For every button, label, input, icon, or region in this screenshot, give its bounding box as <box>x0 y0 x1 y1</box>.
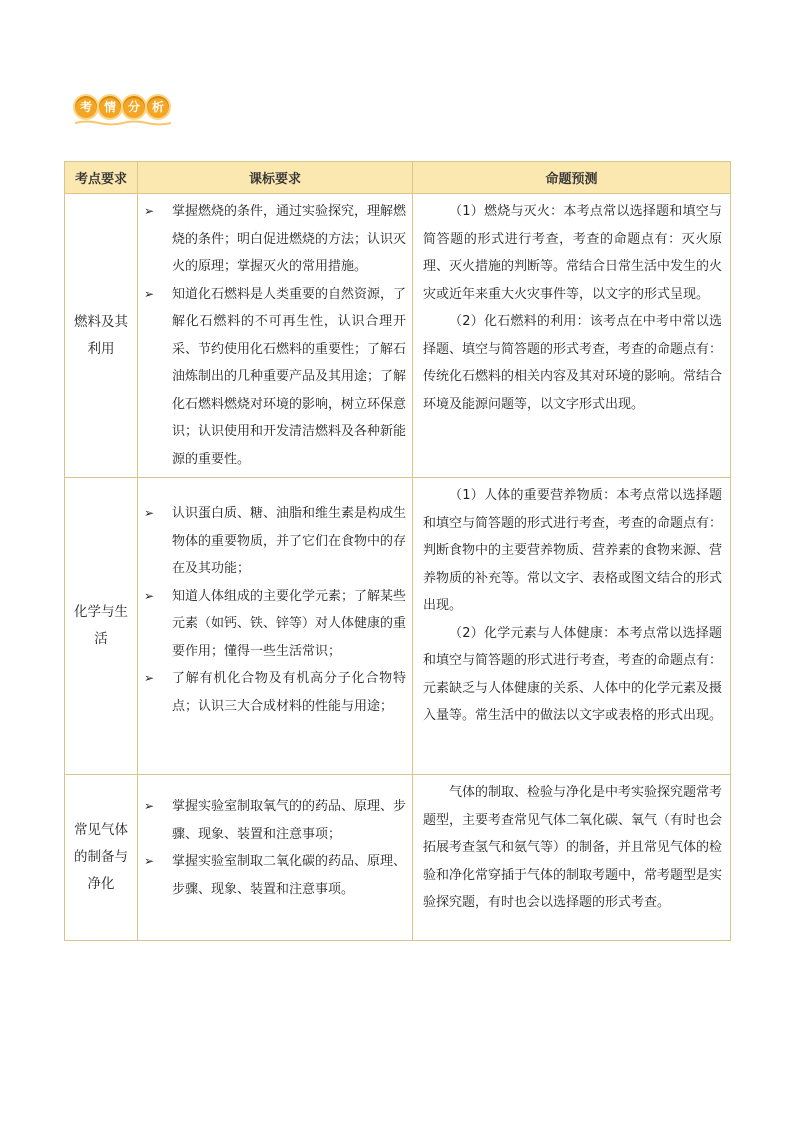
topic-label: 常见气体的制备与净化 <box>74 822 128 892</box>
list-item: ➢ 认识蛋白质、糖、油脂和维生素是构成生物体的重要物质，并了它们在食物中的存在及其功能； <box>144 500 406 583</box>
list-item: ➢ 了解有机化合物及有机高分子化合物特点；认识三大合成材料的性能与用途； <box>144 665 406 720</box>
requirements-cell <box>138 194 413 478</box>
arrow-bullet-icon: ➢ <box>144 506 155 520</box>
table-row <box>65 478 731 775</box>
arrow-bullet-icon: ➢ <box>144 671 155 685</box>
header-topic: 考点要求 <box>65 162 138 194</box>
arrow-bullet-icon: ➢ <box>144 286 155 301</box>
prediction-cell <box>413 478 731 775</box>
prediction-cell <box>413 194 731 478</box>
header-curriculum: 课标要求 <box>138 162 413 194</box>
requirements-cell <box>138 478 413 775</box>
exam-analysis-table <box>64 161 731 941</box>
list-item: ➢ 知道化石燃料是人类重要的自然资源，了解化石燃料的不可再生性，认识合理开采、节约使用化石燃料的重要性；了解石油炼制出的几种重要产品及其用途；了解化石燃料燃烧对环境的影响，树立环保意识；认识使用和开发清洁燃料及各种新能源的重要性。 <box>144 281 406 474</box>
arrow-bullet-icon: ➢ <box>144 588 155 603</box>
badge-char-4: 析 <box>147 96 169 118</box>
prediction-paragraph: （2）化学元素与人体健康：本考点常以选择题和填空与简答题的形式进行考查，考查的命题点有：元素缺乏与人体健康的关系、人体中的化学元素及摄入量等。常生活中的做法以文字或表格的形式出现。 <box>423 625 723 723</box>
arrow-bullet-icon: ➢ <box>144 799 155 813</box>
list-item: ➢ 掌握燃烧的条件，通过实验探究，理解燃烧的条件；明白促进燃烧的方法；认识灭火的原理；掌握灭火的常用措施。 <box>144 198 406 281</box>
list-item: ➢ 掌握实验室制取氧气的的药品、原理、步骤、现象、装置和注意事项； <box>144 793 406 848</box>
topic-cell <box>65 478 138 775</box>
badge-underline-icon <box>75 120 171 126</box>
header-prediction: 命题预测 <box>413 162 731 194</box>
topic-label: 燃料及其利用 <box>74 313 128 357</box>
badge-char-3: 分 <box>123 96 145 118</box>
prediction-paragraph: 气体的制取、检验与净化是中考实验探究题常考题型，主要考查常见气体二氧化碳、氧气（有时也会拓展考查氢气和氨气等）的制备，并且常见气体的检验和净化常穿插于气体的制取考题中，常考题型是实验探究题，有时也会以选择题的形式考查。 <box>423 785 723 910</box>
arrow-bullet-icon: ➢ <box>144 204 155 218</box>
arrow-bullet-icon: ➢ <box>144 854 155 868</box>
topic-cell <box>65 194 138 478</box>
prediction-paragraph: （1）燃烧与灭火：本考点常以选择题和填空与简答题的形式进行考查，考查的命题点有：灭火原理、灭火措施的判断等。常结合日常生活中发生的火灾或近年来重大火灾事件等，以文字的形式呈现。 <box>423 204 723 302</box>
list-item: ➢ 掌握实验室制取二氧化碳的药品、原理、步骤、现象、装置和注意事项。 <box>144 848 406 903</box>
prediction-paragraph: （1）人体的重要营养物质：本考点常以选择题和填空与简答题的形式进行考查，考查的命题点有：判断食物中的主要营养物质、营养素的食物来源、营养物质的补充等。常以文字、表格或图文结合的形式出现。 <box>423 488 723 613</box>
table-row <box>65 775 731 941</box>
requirements-cell <box>138 775 413 941</box>
prediction-paragraph: （2）化石燃料的利用：该考点在中考中常以选择题、填空与简答题的形式考查，考查的命题点有：传统化石燃料的相关内容及其对环境的影响。常结合环境及能源问题等，以文字形式出现。 <box>423 314 723 412</box>
badge-char-1: 考 <box>75 96 97 118</box>
list-item: ➢ 知道人体组成的主要化学元素；了解某些元素（如钙、铁、锌等）对人体健康的重要作用；懂得一些生活常识； <box>144 583 406 666</box>
table-row <box>65 194 731 478</box>
topic-cell <box>65 775 138 941</box>
topic-label: 化学与生活 <box>74 604 128 647</box>
badge-char-2: 情 <box>99 96 121 118</box>
section-badge <box>75 92 169 122</box>
table-header-row <box>65 162 731 194</box>
prediction-cell <box>413 775 731 941</box>
